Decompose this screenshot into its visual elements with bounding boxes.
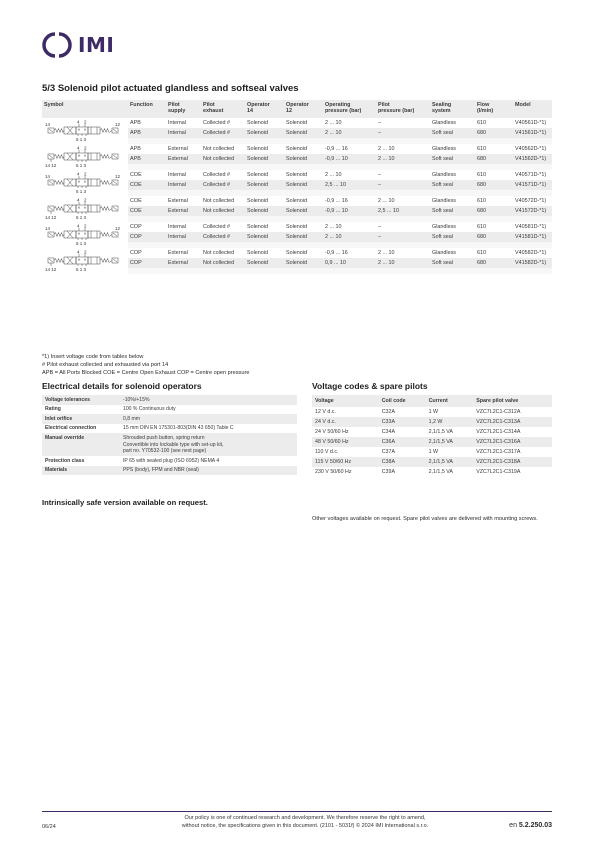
table-cell: 2 ... 10 (325, 172, 342, 178)
voltage-note: Other voltages available on request. Spare pilot valves are delivered with mounting screws. (312, 516, 538, 522)
voltage-cell: C32A (381, 409, 395, 415)
voltage-cell: 24 V 50/60 Hz (315, 429, 349, 435)
table-cell: 680 (475, 232, 513, 242)
table-cell: Solenoid (245, 128, 284, 138)
table-cell: Soft seal (430, 154, 475, 164)
page-title: 5/3 Solenoid pilot actuated glandless and softseal valves (42, 83, 299, 94)
table-cell: External (168, 146, 188, 152)
voltage-cell: 48 V 50/60 Hz (312, 437, 379, 447)
port-513-label: 5 1 3 (76, 137, 87, 142)
column-header (376, 100, 430, 118)
table-cell: External (166, 154, 201, 164)
voltage-row (312, 427, 552, 437)
table-cell: COP (130, 250, 142, 256)
table-cell: 2 ... 10 (323, 232, 376, 242)
voltage-cell: 1,2 W (426, 417, 474, 427)
voltage-row (312, 447, 552, 457)
table-cell: V40562D-*1) (515, 146, 547, 152)
port-4-label: 4 (77, 223, 80, 229)
valve-symbol-diagram (42, 145, 124, 169)
table-cell: Collected # (203, 224, 230, 230)
electrical-value (120, 405, 297, 415)
table-cell: 2 ... 10 (376, 258, 430, 268)
header-line-1: Sealing (432, 102, 452, 108)
table-cell: Glandless (432, 172, 456, 178)
electrical-row (42, 456, 297, 466)
valve-symbol-diagram (42, 197, 124, 221)
table-cell: Not collected (201, 206, 245, 216)
table-cell: 610 (477, 198, 486, 204)
table-cell: COE (128, 180, 166, 190)
port-4-label: 4 (77, 119, 80, 125)
column-header (323, 100, 376, 118)
electrical-value-line: 15 mm DIN EN 175301-803(DIN 43 650) Table C (123, 425, 234, 432)
table-cell: Solenoid (286, 224, 307, 230)
voltage-cell: C38A (379, 457, 426, 467)
symbol-cell (42, 144, 128, 170)
header-line-1: Operator (247, 102, 270, 108)
port-513-label: 5 1 3 (76, 189, 87, 194)
table-cell: V41572D-*1) (513, 206, 552, 216)
voltage-column-header: Spare pilot valve (473, 395, 552, 407)
electrical-value (120, 414, 297, 424)
voltage-row (312, 457, 552, 467)
port-2-label: 2 (84, 197, 87, 203)
electrical-table (42, 395, 297, 475)
table-row (42, 144, 552, 154)
doc-language: en (509, 822, 519, 829)
column-header (284, 100, 323, 118)
valve-symbol (42, 197, 124, 221)
table-cell: Collected # (201, 232, 245, 242)
table-cell: 610 (477, 120, 486, 126)
electrical-value (120, 424, 297, 434)
valve-symbol (42, 119, 124, 143)
port-2-label: 2 (84, 249, 87, 255)
electrical-label: Manual override (42, 433, 120, 456)
table-cell: Soft seal (430, 180, 475, 190)
electrical-value-line: 0,8 mm (123, 415, 140, 422)
table-cell: 2,5 ... 10 (376, 206, 430, 216)
table-cell: 610 (477, 172, 486, 178)
electrical-value-line: Convertible into lockable type with set-up kit, (123, 441, 224, 448)
header-line-2: pressure (bar) (325, 108, 362, 115)
voltage-title: Voltage codes & spare pilots (312, 381, 428, 391)
table-cell: Not collected (201, 258, 245, 268)
valve-table-header (42, 100, 552, 118)
voltage-row (312, 437, 552, 447)
voltage-cell: 115 V 50/60 Hz (312, 457, 379, 467)
port-2-label: 2 (84, 119, 87, 125)
table-cell: Soft seal (430, 206, 475, 216)
table-cell: External (168, 198, 188, 204)
valve-symbol-diagram (42, 171, 124, 195)
header-line-1: Operator (286, 102, 309, 108)
table-cell: Solenoid (286, 120, 307, 126)
table-cell: V41562D-*1) (513, 154, 552, 164)
table-cell: APB (128, 128, 166, 138)
electrical-value (120, 433, 297, 456)
table-row (42, 222, 552, 232)
port-14-12-label: 14 12 (45, 267, 57, 272)
table-cell: 680 (475, 180, 513, 190)
table-row (42, 248, 552, 258)
port-513-label: 5 1 3 (76, 241, 87, 246)
table-cell: Solenoid (286, 172, 307, 178)
table-cell: – (376, 232, 430, 242)
table-cell: Solenoid (284, 258, 323, 268)
valve-symbol (42, 223, 124, 247)
table-cell: Not collected (203, 198, 235, 204)
table-cell: Solenoid (286, 250, 307, 256)
table-cell: 2 ... 10 (325, 120, 342, 126)
table-cell: Solenoid (245, 154, 284, 164)
table-cell: External (168, 250, 188, 256)
voltage-cell: VZC7L2C1-C312A (476, 409, 521, 415)
voltage-cell: 12 V d.c. (315, 409, 336, 415)
table-cell: Soft seal (430, 232, 475, 242)
header-line-1: Flow (477, 102, 490, 108)
port-513-label: 5 1 3 (76, 267, 87, 272)
table-cell: Collected # (203, 172, 230, 178)
table-cell: V40582D-*1) (515, 250, 547, 256)
table-cell: Soft seal (430, 258, 475, 268)
voltage-cell: 2,1/1,5 VA (426, 437, 474, 447)
electrical-row (42, 405, 297, 415)
table-cell: APB (128, 154, 166, 164)
document-number (470, 822, 552, 829)
table-cell: Solenoid (286, 146, 307, 152)
valve-symbol (42, 145, 124, 169)
voltage-table (312, 395, 552, 477)
voltage-cell: C36A (379, 437, 426, 447)
policy-line: Our policy is one of continued research and development. We therefore reserve the right to amend, (184, 815, 426, 821)
column-header (430, 100, 475, 118)
table-cell: COE (130, 198, 142, 204)
table-cell: -0,9 ... 16 (325, 198, 348, 204)
table-cell: Solenoid (245, 258, 284, 268)
table-cell: COP (128, 258, 166, 268)
table-cell: V41561D-*1) (513, 128, 552, 138)
table-cell: V40571D-*1) (515, 172, 547, 178)
table-cell: Internal (168, 120, 186, 126)
header-line-1: Symbol (44, 102, 64, 108)
voltage-cell: 230 V 50/60 Hz (315, 469, 352, 475)
voltage-column-header: Current (426, 395, 474, 407)
header-line-2: supply (168, 108, 186, 115)
table-cell: External (166, 206, 201, 216)
table-cell: Internal (168, 172, 186, 178)
table-cell: 2 ... 10 (376, 154, 430, 164)
table-cell: Solenoid (247, 146, 268, 152)
table-cell: Not collected (203, 146, 235, 152)
header-line-1: Model (515, 102, 531, 108)
footnote: APB = All Ports Blocked COE = Centre Open Exhaust COP = Centre open pressure (42, 370, 250, 376)
electrical-value-line: 100 % Continuous duty (123, 406, 176, 413)
table-cell: -0,9 ... 16 (325, 146, 348, 152)
voltage-cell: C37A (381, 449, 395, 455)
table-cell: COE (130, 172, 142, 178)
intrinsic-note: Intrinsically safe version available on request. (42, 498, 208, 507)
voltage-cell: VZC7L2C1-C319A (476, 469, 521, 475)
table-cell: APB (130, 120, 141, 126)
voltage-row (312, 417, 552, 427)
header-line-1: Pilot (203, 102, 215, 108)
table-cell: 2 ... 10 (378, 146, 395, 152)
electrical-value-line: Shrouded push button, spring return (123, 434, 205, 441)
voltage-cell: 2,1/1,5 VA (426, 457, 474, 467)
valve-symbol (42, 249, 124, 273)
electrical-value (120, 456, 297, 466)
electrical-row (42, 466, 297, 476)
table-cell: – (376, 180, 430, 190)
voltage-cell: VZC7L2C1-C317A (476, 449, 521, 455)
voltage-cell: 2,1/1,5 VA (428, 469, 453, 475)
table-cell: Glandless (432, 224, 456, 230)
port-12-label: 12 (115, 174, 121, 179)
symbol-cell (42, 248, 128, 274)
voltage-cell: VZC7L2C1-C318A (473, 457, 552, 467)
port-12-label: 12 (115, 122, 121, 127)
table-cell: Not collected (203, 250, 235, 256)
electrical-value-line: PPS (body), FPM and NBR (seal) (123, 467, 199, 474)
port-2-label: 2 (84, 145, 87, 151)
table-cell: 2 ... 10 (378, 250, 395, 256)
valve-symbol-diagram (42, 223, 124, 247)
table-cell: -0,9 ... 10 (323, 206, 376, 216)
footer-policy (130, 815, 480, 830)
electrical-label: Inlet orifice (42, 414, 120, 424)
voltage-cell: 1 W (428, 409, 438, 415)
table-cell: Solenoid (286, 198, 307, 204)
table-cell: COP (128, 232, 166, 242)
valve-table (42, 100, 552, 274)
electrical-value-line: -10%/+15% (123, 396, 150, 403)
table-cell: V41581D-*1) (513, 232, 552, 242)
table-cell: V41571D-*1) (513, 180, 552, 190)
electrical-row (42, 424, 297, 434)
electrical-row (42, 433, 297, 456)
table-cell: Collected # (201, 180, 245, 190)
table-cell: COE (128, 206, 166, 216)
voltage-row (312, 407, 552, 417)
header-line-2: system (432, 108, 451, 115)
table-cell: 680 (475, 154, 513, 164)
table-cell: 2 ... 10 (323, 128, 376, 138)
symbol-cell (42, 170, 128, 196)
column-header (42, 100, 128, 118)
valve-symbol-diagram (42, 119, 124, 143)
voltage-column-header: Coil code (379, 395, 426, 407)
table-cell: V40572D-*1) (515, 198, 547, 204)
voltage-cell: VZC7L2C1-C316A (473, 437, 552, 447)
table-cell: APB (130, 146, 141, 152)
port-4-label: 4 (77, 197, 80, 203)
table-cell: – (378, 224, 381, 230)
column-header (201, 100, 245, 118)
table-cell: Collected # (203, 120, 230, 126)
port-14-label: 14 (45, 174, 51, 179)
table-cell: 2 ... 10 (378, 198, 395, 204)
table-cell: 610 (477, 224, 486, 230)
table-cell: Internal (166, 180, 201, 190)
port-2-label: 2 (84, 171, 87, 177)
table-cell: 2 ... 10 (325, 224, 342, 230)
voltage-cell: C39A (381, 469, 395, 475)
electrical-label: Materials (42, 466, 120, 476)
table-cell: V40581D-*1) (515, 224, 547, 230)
electrical-label: Rating (45, 406, 61, 413)
table-cell: Glandless (432, 198, 456, 204)
port-2-label: 2 (84, 223, 87, 229)
table-cell: 680 (475, 128, 513, 138)
table-row (42, 118, 552, 128)
port-4-label: 4 (77, 145, 80, 151)
port-12-label: 12 (115, 226, 121, 231)
table-cell: Solenoid (245, 206, 284, 216)
table-cell: – (378, 120, 381, 126)
policy-line: without notice, the specifications given in this document. (2101 - 5031f) © 2024 IMI International s.r.o. (181, 822, 429, 829)
table-row (42, 196, 552, 206)
valve-symbol-diagram (42, 249, 124, 273)
spacer-cell (128, 268, 552, 274)
valve-symbol (42, 171, 124, 195)
imi-logo (42, 28, 114, 62)
table-cell: Solenoid (245, 232, 284, 242)
voltage-cell: 2,1/1,5 VA (428, 429, 453, 435)
table-cell: -0,9 ... 16 (325, 250, 348, 256)
header-line-1: Function (130, 102, 153, 108)
voltage-cell: 1 W (428, 449, 438, 455)
column-header (513, 100, 552, 118)
header-line-2: 14 (247, 108, 253, 115)
column-header (128, 100, 166, 118)
table-cell: Solenoid (245, 180, 284, 190)
electrical-label: Voltage tolerances (42, 395, 120, 405)
voltage-cell: VZC7L2C1-C314A (476, 429, 521, 435)
table-cell: – (376, 128, 430, 138)
voltage-cell: VZC7L2C1-C313A (473, 417, 552, 427)
table-cell: Not collected (201, 154, 245, 164)
column-header (166, 100, 201, 118)
table-cell: Glandless (432, 146, 456, 152)
table-cell: V40561D-*1) (515, 120, 547, 126)
table-cell: -0,9 ... 10 (323, 154, 376, 164)
brand-name: IMI (78, 33, 115, 57)
table-cell: 610 (477, 250, 486, 256)
table-cell: Solenoid (247, 224, 268, 230)
port-4-label: 4 (77, 171, 80, 177)
port-14-12-label: 14 12 (45, 163, 57, 168)
voltage-cell: 24 V d.c. (312, 417, 379, 427)
table-cell: Solenoid (247, 172, 268, 178)
footnote: *1) Insert voltage code from tables below (42, 354, 144, 360)
table-cell: Solenoid (284, 232, 323, 242)
header-line-2: 12 (286, 108, 292, 115)
header-line-2: (l/min) (477, 108, 494, 115)
electrical-row (42, 395, 297, 405)
table-cell: Glandless (432, 250, 456, 256)
footer-rule (42, 811, 552, 812)
table-cell: Solenoid (284, 154, 323, 164)
voltage-row (312, 467, 552, 477)
port-14-12-label: 14 12 (45, 215, 57, 220)
header-line-2: exhaust (203, 108, 224, 115)
header-line-1: Pilot (378, 102, 390, 108)
column-header (245, 100, 284, 118)
table-cell: External (166, 258, 201, 268)
symbol-cell (42, 118, 128, 144)
footnote: # Pilot exhaust collected and exhausted via port 14 (42, 362, 169, 368)
electrical-title: Electrical details for solenoid operators (42, 381, 202, 391)
doc-code: 5.2.250.03 (518, 822, 552, 829)
table-cell: Collected # (201, 128, 245, 138)
voltage-cell: 110 V d.c. (315, 449, 339, 455)
voltage-table-header (312, 395, 552, 407)
symbol-cell (42, 196, 128, 222)
table-cell: 680 (475, 206, 513, 216)
electrical-label: Protection class (45, 457, 85, 464)
symbol-cell (42, 222, 128, 248)
table-cell: Internal (166, 128, 201, 138)
table-cell: Solenoid (284, 128, 323, 138)
table-cell: Solenoid (284, 180, 323, 190)
port-513-label: 5 1 3 (76, 163, 87, 168)
electrical-label: Electrical connection (45, 425, 97, 432)
table-cell: Solenoid (284, 206, 323, 216)
port-14-label: 14 (45, 226, 51, 231)
voltage-cell: C34A (381, 429, 395, 435)
table-cell: Solenoid (247, 250, 268, 256)
table-cell: V41582D-*1) (513, 258, 552, 268)
port-4-label: 4 (77, 249, 80, 255)
table-cell: Solenoid (247, 120, 268, 126)
header-line-2: pressure (bar) (378, 108, 415, 115)
voltage-cell: C33A (379, 417, 426, 427)
table-cell: Solenoid (247, 198, 268, 204)
electrical-value (120, 395, 297, 405)
footer-date: 06/24 (42, 824, 56, 830)
table-cell: 610 (477, 146, 486, 152)
header-line-1: Pilot (168, 102, 180, 108)
footnotes (42, 353, 249, 377)
voltage-column-header: Voltage (312, 395, 379, 407)
table-cell: – (378, 172, 381, 178)
port-513-label: 5 1 3 (76, 215, 87, 220)
table-cell: 2,5 ... 10 (323, 180, 376, 190)
electrical-value (120, 466, 297, 476)
column-header (475, 100, 513, 118)
electrical-value-line: IP 65 with sealed plug (ISO 6952) NEMA 4 (123, 457, 220, 464)
table-cell: Soft seal (430, 128, 475, 138)
electrical-row (42, 414, 297, 424)
header-line-1: Operating (325, 102, 351, 108)
table-cell: COP (130, 224, 142, 230)
table-cell: 0,9 ... 10 (323, 258, 376, 268)
electrical-value-line: part no. Y70532-100 (see next page) (123, 448, 207, 455)
table-cell: Internal (168, 224, 186, 230)
table-row (42, 170, 552, 180)
port-14-label: 14 (45, 122, 51, 127)
table-cell: 680 (475, 258, 513, 268)
imi-logo-mark (42, 30, 72, 60)
table-cell: Internal (166, 232, 201, 242)
table-cell: Glandless (432, 120, 456, 126)
